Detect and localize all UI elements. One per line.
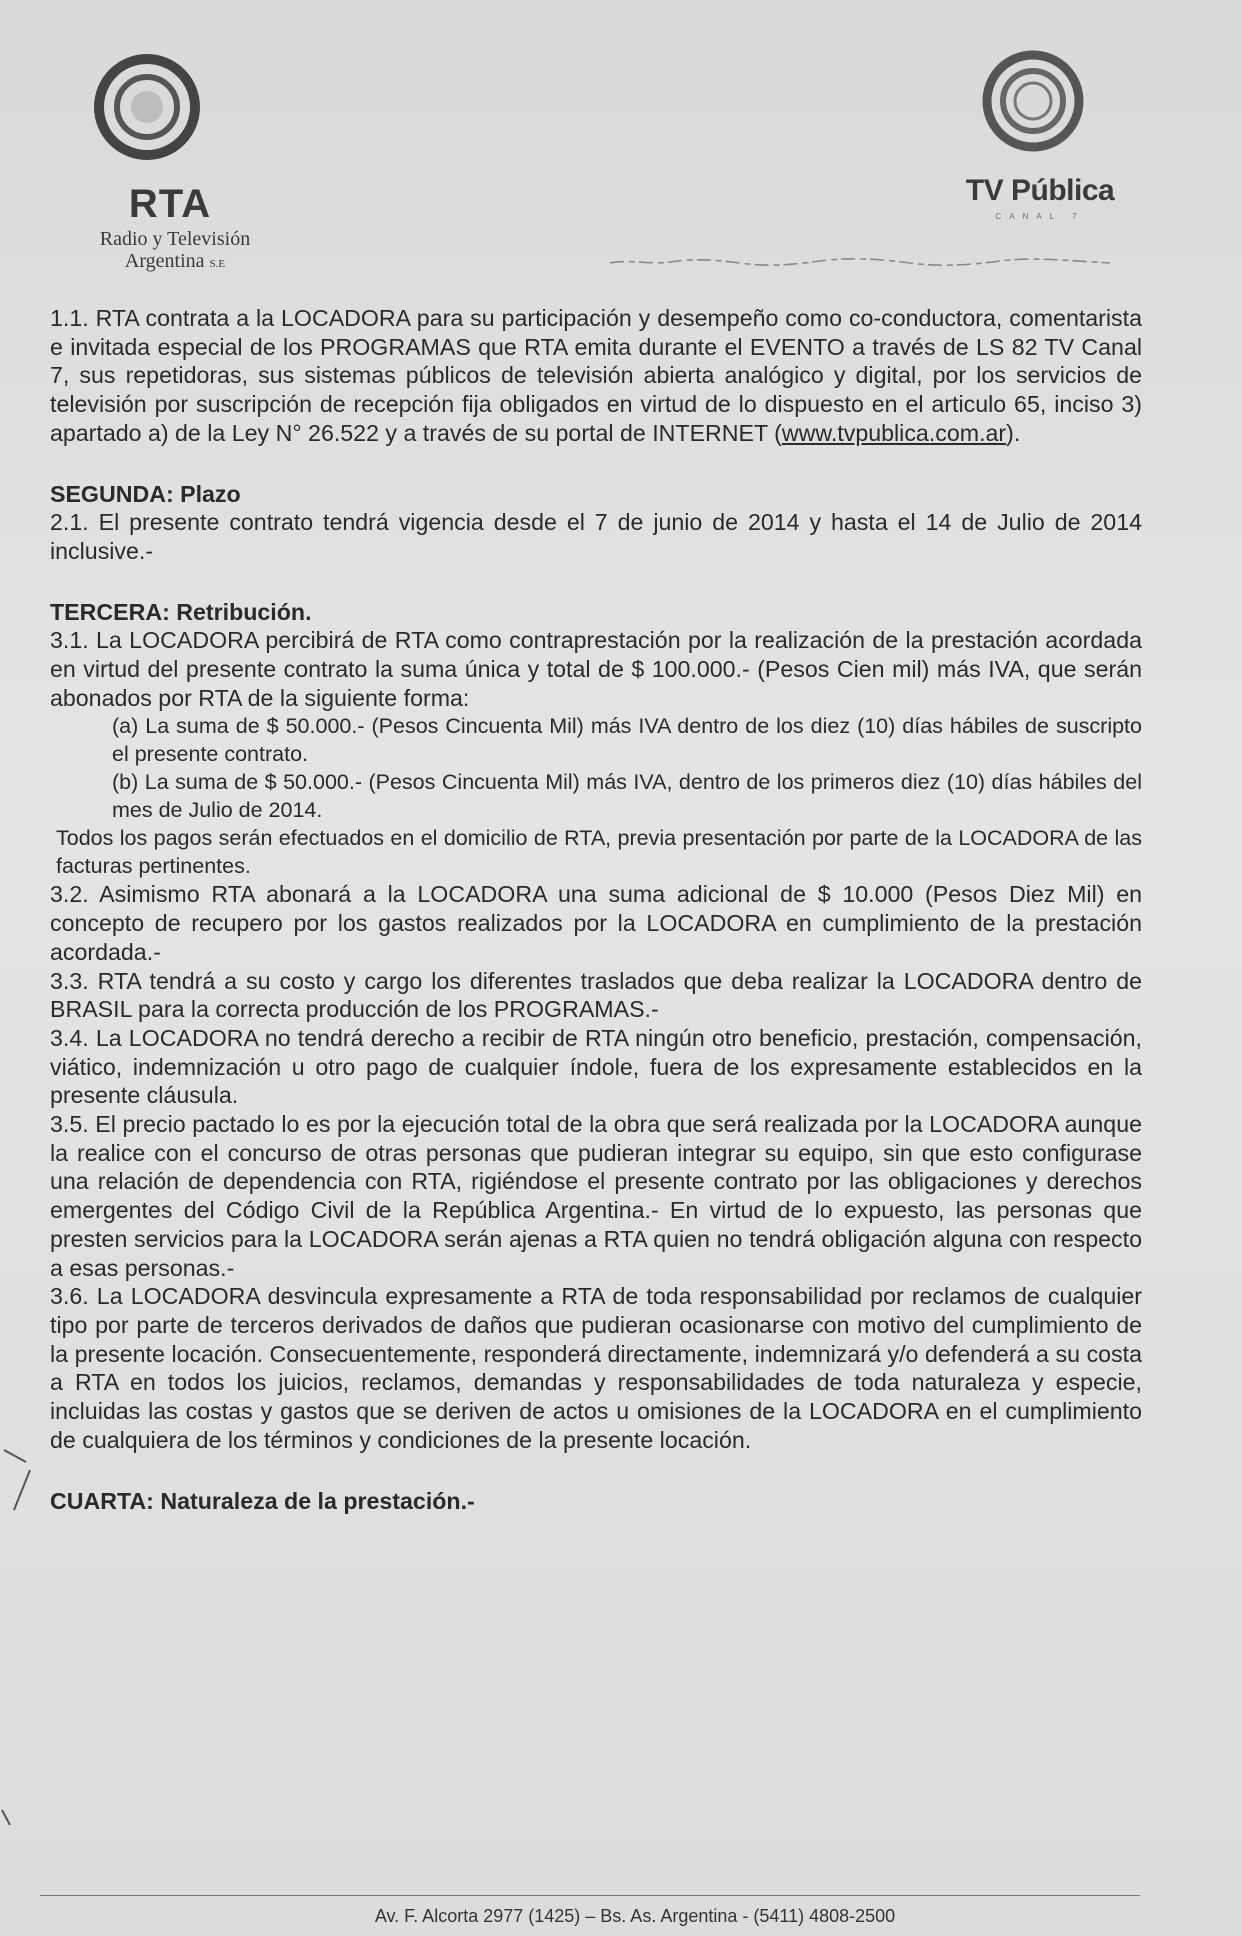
clause-1-1 bbox=[50, 304, 1142, 448]
tv-publica-ring-logo-icon bbox=[978, 46, 1088, 156]
clause-3-2: 3.2. Asimismo RTA abonará a la LOCADORA una suma adicional de $ 10.000 (Pesos Diez Mil) en concepto de recupero por los gastos realizados por la LOCADORA en cumplimiento de la prestación acordada.- bbox=[50, 881, 1142, 965]
rta-logo-name: RTA bbox=[128, 182, 212, 226]
heading-tercera: TERCERA: Retribución. bbox=[50, 598, 312, 625]
clause-3-1-payments: Todos los pagos serán efectuados en el domicilio de RTA, previa presentación por parte de la LOCADORA de las facturas pertinentes. bbox=[56, 826, 1142, 879]
clause-1-1-end: ). bbox=[1006, 419, 1021, 446]
rta-logo-subtitle bbox=[90, 228, 260, 275]
footer-address: Av. F. Alcorta 2977 (1425) – Bs. As. Argentina - (5411) 4808-2500 bbox=[374, 1906, 896, 1926]
tv-publica-logo-name: TV Pública bbox=[965, 174, 1115, 207]
clause-2-1: 2.1. El presente contrato tendrá vigencia desde el 7 de junio de 2014 y hasta el 14 de Julio de 2014 inclusive.- bbox=[50, 509, 1142, 564]
footer-divider bbox=[40, 1895, 1140, 1896]
rta-logo-sub-line2-wrap bbox=[90, 250, 260, 275]
clause-1-1-text: 1.1. RTA contrata a la LOCADORA para su participación y desempeño como co-conductora, comentarista e invitada especial de los PROGRAMAS que RTA emita durante el EVENTO a través de LS 82 TV Canal 7, sus repetidoras, sus sistemas públicos de televisión abierta analógico y digital, por los servicios de televisión por suscripción de recepción fija obligados en virtud de lo dispuesto en el articulo 65, inciso 3) apartado a) de la Ley N° 26.522 y a través de su portal de INTERNET ( bbox=[50, 305, 1142, 446]
header-motto-scribble bbox=[610, 255, 1110, 269]
clause-3-1-a: (a) La suma de $ 50.000.- (Pesos Cincuenta Mil) más IVA dentro de los diez (10) días hábiles de suscripto el presente contrato. bbox=[112, 714, 1142, 767]
handwritten-margin-mark bbox=[0, 1440, 40, 1840]
contract-body bbox=[50, 304, 1142, 1515]
heading-segunda: SEGUNDA: Plazo bbox=[50, 480, 241, 507]
clause-3-1-b: (b) La suma de $ 50.000.- (Pesos Cincuenta Mil) más IVA, dentro de los primeros diez (10) días hábiles del mes de Julio de 2014. bbox=[112, 770, 1142, 823]
rta-logo-sub-line1: Radio y Televisión bbox=[99, 228, 251, 250]
rta-logo-sub-line2: Argentina bbox=[124, 250, 205, 272]
clause-3-1: 3.1. La LOCADORA percibirá de RTA como contraprestación por la realización de la prestación acordada en virtud del presente contrato la suma única y total de $ 100.000.- (Pesos Cien mil) más IVA, que serán abonados por RTA de la siguiente forma: bbox=[50, 627, 1142, 711]
tv-publica-logo-subtitle: CANAL 7 bbox=[995, 212, 1085, 221]
rta-logo bbox=[52, 52, 251, 282]
clause-3-6: 3.6. La LOCADORA desvincula expresamente a RTA de toda responsabilidad por reclamos de cualquier tipo por parte de terceros derivados de daños que pudieran ocasionarse con motivo del cumplimiento de la presente locación. Consecuentemente, responderá directamente, indemnizará y/o defenderá a su costa a RTA en todos los juicios, reclamos, demandas y responsabilidades de toda naturaleza y especie, incluidas las costas y gastos que se deriven de actos u omisiones de la LOCADORA en el cumplimiento de cualquiera de los términos y condiciones de la presente locación. bbox=[50, 1283, 1142, 1453]
clause-3-5: 3.5. El precio pactado lo es por la ejecución total de la obra que será realizada por la LOCADORA aunque la realice con el concurso de otras personas que pudieran integrar su equipo, sin que esto configurase una relación de dependencia con RTA, rigiéndose el presente contrato por las obligaciones y derechos emergentes del Código Civil de la República Argentina.- En virtud de lo expuesto, las personas que presten servicios para la LOCADORA serán ajenas a RTA quien no tendrá obligación alguna con respecto a esas personas.- bbox=[50, 1111, 1142, 1281]
tv-publica-logo bbox=[950, 46, 1130, 246]
rta-ring-logo-icon bbox=[92, 52, 202, 162]
tvpublica-link[interactable]: www.tvpublica.com.ar bbox=[781, 419, 1007, 446]
heading-cuarta: CUARTA: Naturaleza de la prestación.- bbox=[50, 1487, 475, 1514]
clause-3-4: 3.4. La LOCADORA no tendrá derecho a recibir de RTA ningún otro beneficio, prestación, compensación, viático, indemnización u otro pago de cualquier índole, fuera de los expresamente establecidos en la presente cláusula. bbox=[50, 1024, 1142, 1109]
clause-3-3: 3.3. RTA tendrá a su costo y cargo los diferentes traslados que deba realizar la LOCADORA dentro de BRASIL para la correcta producción de los PROGRAMAS.- bbox=[50, 967, 1142, 1023]
rta-logo-sub-suffix: S.E bbox=[209, 258, 226, 270]
